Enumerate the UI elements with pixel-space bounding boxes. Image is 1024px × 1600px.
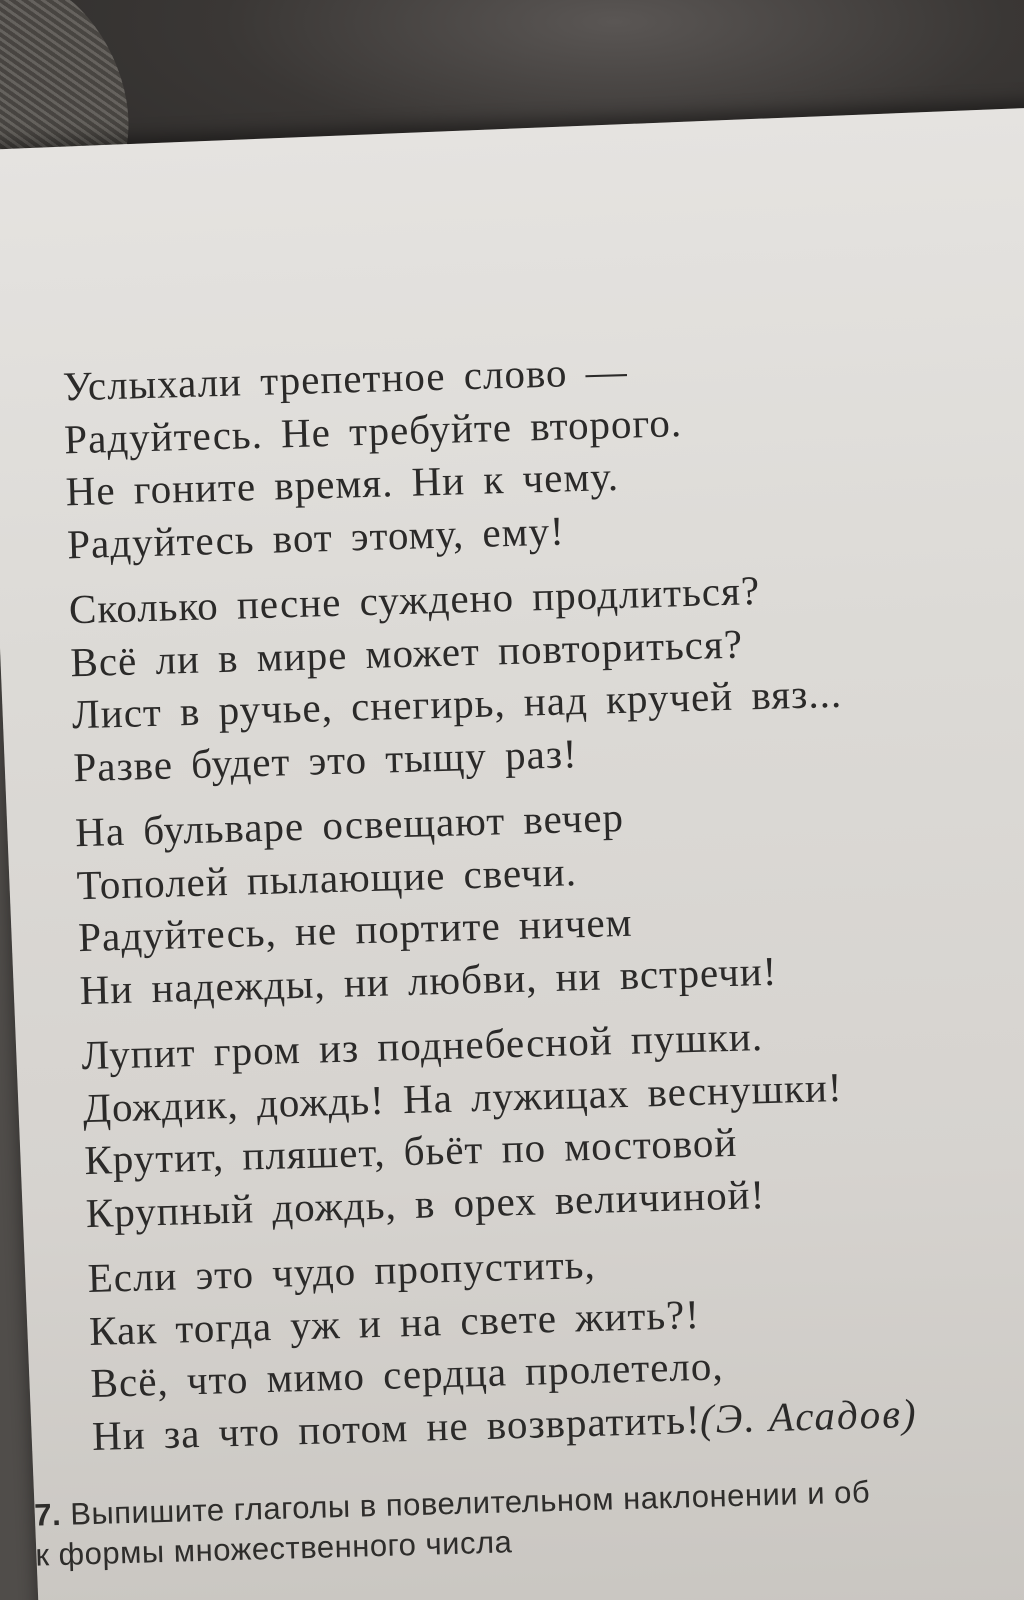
- poem-line: Как тогда уж и на свете жить?!: [88, 1290, 701, 1354]
- poem-line: Радуйтесь, не портите ничем: [77, 898, 634, 961]
- stanza: [68, 557, 1024, 794]
- poem-line: Не гоните время. Ни к чему.: [65, 452, 620, 515]
- poem-line: Разве будет это тыщу раз!: [72, 729, 579, 790]
- poem-author: (Э. Асадов): [699, 1389, 919, 1443]
- poem-line: Услыхали трепетное слово —: [62, 347, 629, 410]
- poem: [62, 334, 1024, 1475]
- poem-line: Дождик, дождь! На лужицах веснушки!: [82, 1063, 844, 1131]
- poem-line: Радуйтесь вот этому, ему!: [66, 506, 566, 567]
- exercise-number: 7.: [33, 1496, 62, 1533]
- poem-line: Ни надежды, ни любви, ни встречи!: [79, 947, 778, 1013]
- poem-line: На бульваре освещают вечер: [74, 793, 625, 856]
- stanza: [75, 779, 1024, 1016]
- stanza: [62, 334, 1024, 571]
- poem-line: Крутит, пляшет, бьёт по мостовой: [83, 1118, 738, 1184]
- poem-line: Радуйтесь. Не требуйте второго.: [63, 398, 683, 462]
- poem-line: Крупный дождь, в орех величиной!: [85, 1170, 766, 1236]
- poem-line: Если это чудо пропустить,: [87, 1240, 597, 1302]
- poem-line: Всё ли в мире может повториться?: [69, 620, 744, 685]
- poem-line: Лупит гром из поднебесной пушки.: [80, 1013, 764, 1079]
- poem-line: Лист в ручье, снегирь, над кручей вяз...: [71, 669, 843, 738]
- exercise-task: [34, 1466, 1024, 1576]
- exercise-text-1: Выпишите глаголы в повелительном наклонении и об: [69, 1474, 871, 1532]
- poem-line: Ни за что потом не возвратить!: [91, 1395, 702, 1459]
- exercise-text-2: к формы множественного числа: [34, 1524, 513, 1573]
- poem-line: Сколько песне суждено продлиться?: [68, 567, 761, 633]
- stanza: [81, 1002, 1024, 1239]
- poem-line: Всё, что мимо сердца пролетело,: [90, 1342, 725, 1406]
- poem-line: Тополей пылающие свечи.: [76, 847, 578, 908]
